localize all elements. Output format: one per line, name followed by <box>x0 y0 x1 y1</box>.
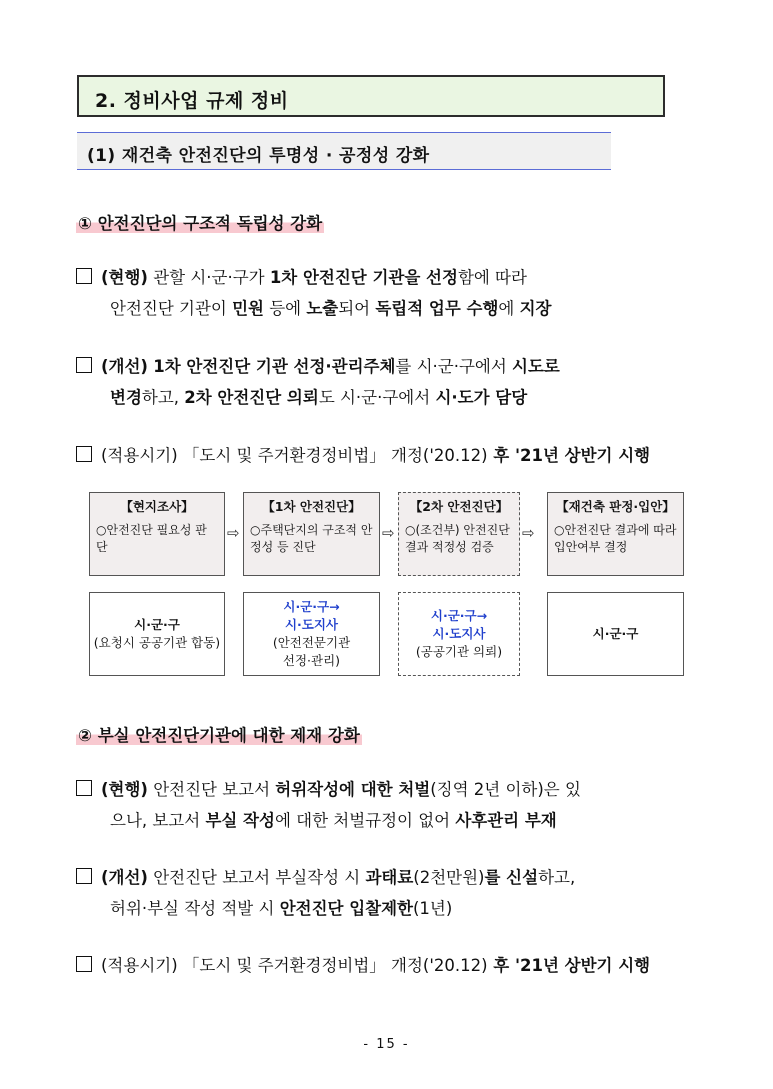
text-run: 함에 따라 <box>457 268 527 287</box>
text-run: (징역 2년 이하)은 있 <box>430 780 581 799</box>
text-run: (개선) <box>101 357 148 376</box>
page-number: - 15 - <box>363 1037 410 1052</box>
flow-actor-box <box>89 592 225 676</box>
text-run: 안전진단 기관이 <box>110 299 233 318</box>
text-run: (2천만원) <box>413 868 485 887</box>
item2-heading: ② 부실 안전진단기관에 대한 제재 강화 <box>78 726 360 745</box>
text-run: 민원 <box>232 299 264 318</box>
text-run: 안전진단 입찰제한 <box>279 899 413 918</box>
flow-step-box <box>89 492 225 576</box>
text-run: 부실 작성 <box>205 811 275 830</box>
text-run: (현행) <box>101 268 148 287</box>
flow-actor-main: 시·군·구 <box>134 617 180 632</box>
section-title-box <box>77 75 665 117</box>
checkbox-bullet-icon <box>76 956 92 972</box>
text-run: 사후관리 부재 <box>455 811 557 830</box>
flow-actor-box <box>547 592 684 676</box>
text-run: 를 시·군·구에서 <box>395 357 513 376</box>
item2-para3-line1 <box>101 956 650 975</box>
flow-step-title: 【2차 안전진단】 <box>409 499 509 514</box>
text-run: 도 시·군·구에서 <box>318 388 436 407</box>
flow-step-title: 【재건축 판정·입안】 <box>556 499 675 514</box>
right-arrow-icon: ⇨ <box>227 524 240 542</box>
text-run: 되어 <box>338 299 376 318</box>
text-run: 과태료 <box>365 868 414 887</box>
text-run: 변경 <box>110 388 142 407</box>
text-run: 하고, <box>141 388 185 407</box>
checkbox-bullet-icon <box>76 268 92 284</box>
item1-para2 <box>76 351 706 413</box>
text-run: 안전진단 보고서 <box>147 780 276 799</box>
subsection-title: (1) 재건축 안전진단의 투명성 · 공정성 강화 <box>87 146 430 166</box>
item2-para2 <box>76 862 706 924</box>
item2-para2-line2 <box>76 893 706 924</box>
flow-step-text: ○(조건부) 안전진단 결과 적정성 검증 <box>405 523 510 554</box>
text-run: (현행) <box>101 780 148 799</box>
flow-actor-main: 시·군·구→ 시·도지사 <box>283 599 340 632</box>
flow-actor-main: 시·군·구 <box>592 626 639 641</box>
item2-para1-line1 <box>101 780 581 799</box>
item2-para3 <box>76 950 706 981</box>
text-run: 노출 <box>306 299 339 318</box>
text-run: 지장 <box>519 299 552 318</box>
item1-para2-line2 <box>76 382 706 413</box>
text-run: 시도로 <box>512 357 560 376</box>
item2-para2-line1 <box>101 868 575 887</box>
item1-para1 <box>76 262 706 324</box>
text-run: 허위·부실 작성 적발 시 <box>110 899 280 918</box>
right-arrow-icon: ⇨ <box>382 524 395 542</box>
text-run: (개선) <box>101 868 148 887</box>
text-run: 2차 안전진단 의뢰 <box>184 388 319 407</box>
item1-para2-line1 <box>101 357 560 376</box>
text-run: ('20.12) <box>422 446 488 465</box>
item1-para1-line2 <box>76 293 706 324</box>
item1-para3 <box>76 440 706 471</box>
flow-actor-box <box>243 592 380 676</box>
text-run: 후 '21년 상반기 시행 <box>487 956 651 975</box>
flow-actor-main: 시·군·구→ 시·도지사 <box>430 608 488 641</box>
text-run: (적용시기) 「도시 및 주거환경정비법」 개정 <box>101 956 423 975</box>
checkbox-bullet-icon <box>76 868 92 884</box>
item1-heading-row <box>76 210 324 234</box>
flow-actor-sub: (공공기관 의뢰) <box>415 644 503 659</box>
right-arrow-icon: ⇨ <box>522 524 535 542</box>
text-run: 시·도가 담당 <box>435 388 528 407</box>
text-run: ('20.12) <box>422 956 488 975</box>
flow-step-box <box>398 492 520 576</box>
flow-step-title: 【현지조사】 <box>120 499 194 514</box>
text-run: (1년) <box>412 899 453 918</box>
flow-step-box <box>243 492 380 576</box>
text-run: 등에 <box>263 299 307 318</box>
flow-step-text: ○주택단지의 구조적 안정성 등 진단 <box>250 523 373 554</box>
text-run: 으나, 보고서 <box>110 811 206 830</box>
flow-actor-box <box>398 592 520 676</box>
section-title: 2. 정비사업 규제 정비 <box>95 90 289 112</box>
flow-step-text: ○안전진단 필요성 판단 <box>96 523 207 554</box>
subsection-title-box <box>77 132 611 170</box>
text-run: 1차 안전진단 기관을 선정 <box>269 268 458 287</box>
text-run: 독립적 업무 수행 <box>375 299 499 318</box>
flow-step-text: ○안전진단 결과에 따라 입안여부 결정 <box>554 523 677 554</box>
flow-actor-sub: (요청시 공공기관 합동) <box>93 635 221 650</box>
text-run: 안전진단 보고서 부실작성 시 <box>147 868 366 887</box>
text-run: 를 신설 <box>484 868 539 887</box>
item1-para1-line1 <box>101 268 527 287</box>
item2-heading-row <box>76 722 362 746</box>
text-run: 하고, <box>538 868 576 887</box>
text-run: (적용시기) 「도시 및 주거환경정비법」 개정 <box>101 446 423 465</box>
text-run: 후 '21년 상반기 시행 <box>487 446 651 465</box>
checkbox-bullet-icon <box>76 357 92 373</box>
item2-para1-line2 <box>76 805 706 836</box>
text-run: 허위작성에 대한 처벌 <box>275 780 431 799</box>
item1-para3-line1 <box>101 446 650 465</box>
text-run: 에 대한 처벌규정이 없어 <box>274 811 456 830</box>
flow-step-box <box>547 492 684 576</box>
text-run: 관할 시·군·구가 <box>147 268 270 287</box>
checkbox-bullet-icon <box>76 780 92 796</box>
text-run: 에 <box>498 299 520 318</box>
flow-step-title: 【1차 안전진단】 <box>262 499 361 514</box>
text-run: 1차 안전진단 기관 선정·관리주체 <box>153 357 396 376</box>
flow-actor-sub: (안전전문기관 선정·관리) <box>272 635 351 668</box>
item1-heading: ① 안전진단의 구조적 독립성 강화 <box>78 214 323 233</box>
item2-para1 <box>76 774 706 836</box>
checkbox-bullet-icon <box>76 446 92 462</box>
